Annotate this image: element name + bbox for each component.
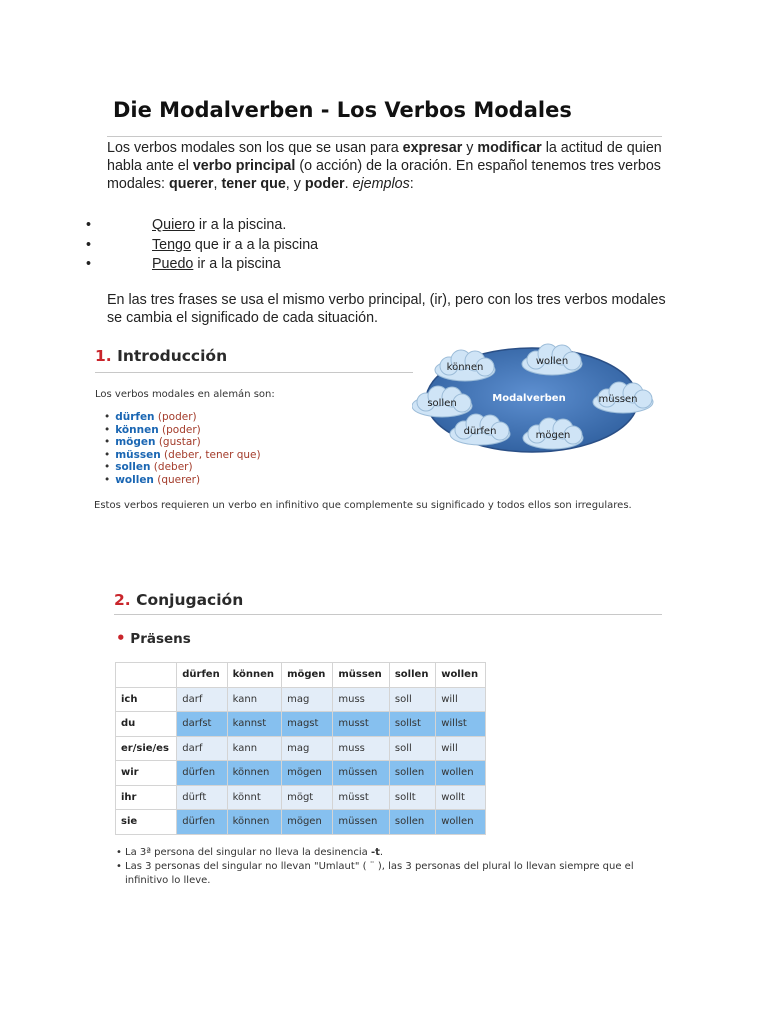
- table-row: [116, 761, 486, 786]
- bullet-icon: •: [86, 256, 92, 272]
- intro-paragraph: Los verbos modales son los que se usan para expresar y modificar la actitud de quien habla ante el verbo principal (o acción) de la oración. En español tenemos tres verbos modales: querer, tener que, y poder. ejemplos:: [107, 140, 662, 192]
- title-divider: [107, 136, 662, 137]
- form-cell: sollen: [389, 761, 435, 786]
- presens-subheading: • Präsens: [116, 629, 191, 647]
- form-cell: wollen: [436, 810, 486, 835]
- column-header: [116, 663, 177, 688]
- column-header: dürfen: [177, 663, 227, 688]
- table-header-row: [116, 663, 486, 688]
- form-cell: dürfen: [177, 761, 227, 786]
- form-cell: muss: [333, 736, 389, 761]
- form-cell: musst: [333, 712, 389, 737]
- diagram-center-label: Modalverben: [492, 393, 566, 404]
- section-1-heading: 1. Introducción: [95, 347, 228, 365]
- explanation-paragraph: En las tres frases se usa el mismo verbo principal, (ir), pero con los tres verbos modales se cambia el significado de cada situación.: [107, 292, 666, 326]
- pronoun-cell: er/sie/es: [116, 736, 177, 761]
- list-item: • können (poder): [104, 424, 261, 437]
- form-cell: wollen: [436, 761, 486, 786]
- list-item: • Las 3 personas del singular no llevan "Umlaut" ( ¨ ), las 3 personas del plural lo llevan siempre que el infinitivo lo lleve.: [116, 860, 661, 888]
- cloud-label: wollen: [535, 356, 569, 367]
- cloud-label: müssen: [598, 394, 638, 405]
- column-header: wollen: [436, 663, 486, 688]
- form-cell: dürfen: [177, 810, 227, 835]
- form-cell: mag: [282, 736, 333, 761]
- section-2-divider: [114, 614, 662, 615]
- form-cell: können: [227, 761, 281, 786]
- form-cell: sollt: [389, 785, 435, 810]
- form-cell: will: [436, 736, 486, 761]
- column-header: sollen: [389, 663, 435, 688]
- form-cell: magst: [282, 712, 333, 737]
- form-cell: muss: [333, 687, 389, 712]
- section-1-lead: Los verbos modales en alemán son:: [95, 389, 275, 400]
- form-cell: will: [436, 687, 486, 712]
- form-cell: soll: [389, 687, 435, 712]
- form-cell: müssen: [333, 810, 389, 835]
- list-item: • La 3ª persona del singular no lleva la desinencia -t.: [116, 846, 661, 860]
- cloud-label: dürfen: [463, 426, 497, 437]
- form-cell: mögt: [282, 785, 333, 810]
- form-cell: darf: [177, 687, 227, 712]
- cloud-label: können: [446, 362, 484, 373]
- table-row: [116, 712, 486, 737]
- section-2-heading: 2. Conjugación: [114, 591, 244, 609]
- form-cell: können: [227, 810, 281, 835]
- form-cell: darf: [177, 736, 227, 761]
- form-cell: willst: [436, 712, 486, 737]
- form-cell: mag: [282, 687, 333, 712]
- bullet-icon: •: [86, 236, 92, 253]
- pronoun-cell: ihr: [116, 785, 177, 810]
- form-cell: wollt: [436, 785, 486, 810]
- example-verb: Quiero: [152, 217, 195, 233]
- form-cell: könnt: [227, 785, 281, 810]
- section-1-divider: [95, 372, 413, 373]
- list-item: • wollen (querer): [104, 474, 261, 487]
- column-header: können: [227, 663, 281, 688]
- list-item: • dürfen (poder): [104, 411, 261, 424]
- cloud-label: mögen: [535, 430, 571, 441]
- column-header: müssen: [333, 663, 389, 688]
- form-cell: müssen: [333, 761, 389, 786]
- section-1-footer: Estos verbos requieren un verbo en infinitivo que complemente su significado y todos ellos son irregulares.: [94, 500, 632, 511]
- form-cell: kann: [227, 736, 281, 761]
- page-title: Die Modalverben - Los Verbos Modales: [113, 98, 572, 122]
- modal-verb-list: [104, 411, 261, 487]
- example-verb: Puedo: [152, 256, 194, 272]
- table-row: [116, 785, 486, 810]
- form-cell: darfst: [177, 712, 227, 737]
- bullet-icon: •: [86, 217, 92, 233]
- table-row: [116, 687, 486, 712]
- form-cell: mögen: [282, 810, 333, 835]
- table-row: [116, 736, 486, 761]
- list-item: • mögen (gustar): [104, 436, 261, 449]
- cloud-label: sollen: [427, 398, 457, 409]
- pronoun-cell: wir: [116, 761, 177, 786]
- example-verb: Tengo: [152, 236, 191, 253]
- list-item: • müssen (deber, tener que): [104, 449, 261, 462]
- form-cell: mögen: [282, 761, 333, 786]
- form-cell: müsst: [333, 785, 389, 810]
- form-cell: sollen: [389, 810, 435, 835]
- table-row: [116, 810, 486, 835]
- pronoun-cell: ich: [116, 687, 177, 712]
- list-item: • sollen (deber): [104, 461, 261, 474]
- column-header: mögen: [282, 663, 333, 688]
- form-cell: sollst: [389, 712, 435, 737]
- form-cell: kann: [227, 687, 281, 712]
- form-cell: kannst: [227, 712, 281, 737]
- pronoun-cell: du: [116, 712, 177, 737]
- form-cell: dürft: [177, 785, 227, 810]
- conjugation-notes: [116, 846, 661, 888]
- modalverben-diagram: [412, 342, 664, 460]
- pronoun-cell: sie: [116, 810, 177, 835]
- conjugation-table: [115, 662, 486, 835]
- form-cell: soll: [389, 736, 435, 761]
